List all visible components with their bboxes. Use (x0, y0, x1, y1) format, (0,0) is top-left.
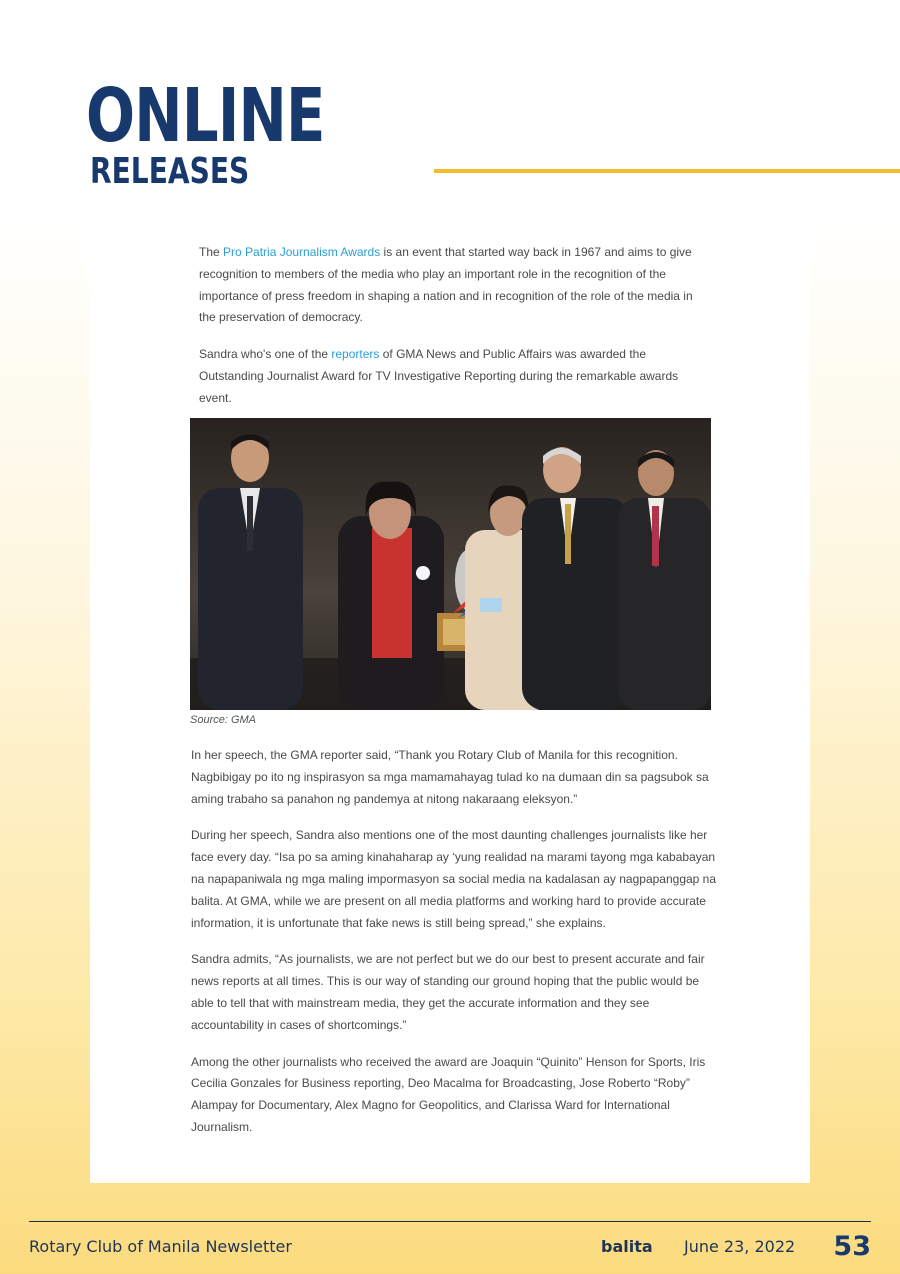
footer-organization: Rotary Club of Manila Newsletter (29, 1237, 292, 1256)
footer-divider (29, 1221, 871, 1222)
paragraph-other-awardees: Among the other journalists who received the award are Joaquin “Quinito” Henson for Sports, Iris Cecilia Gonzales for Business reporting, Deo Macalma for Broadcasting, Jose Roberto “Roby” Alampay for Documentary, Alex Magno for Geopolitics, and Clarissa Ward for International Journalism. (191, 1054, 706, 1134)
footer-date: June 23, 2022 (684, 1237, 796, 1256)
header-accent-rule (434, 169, 900, 173)
award-ceremony-photo (190, 418, 711, 710)
photo-caption: Source: GMA (190, 714, 257, 726)
article-intro (199, 242, 709, 425)
pro-patria-link[interactable]: Pro Patria Journalism Awards (223, 245, 381, 259)
paragraph-journalists-admit: Sandra admits, “As journalists, we are not perfect but we do our best to present accurate and fair news reports at all times. This is our way of standing our ground hoping that the public would be able to tell that with mainstream media, they get the accurate information and they see accountability in cases of shortcomings.” (191, 952, 705, 1032)
reporters-link[interactable]: reporters (331, 347, 380, 362)
page-number: 53 (833, 1231, 871, 1262)
section-subtitle: RELEASES (90, 151, 250, 192)
photo-illustration (190, 418, 711, 710)
paragraph-challenges: During her speech, Sandra also mentions one of the most daunting challenges journalists like her face every day. “Isa po sa aming kinahaharap ay ‘yung realidad na marami tayong mga kababayan na napapaniwala ng mga maling impormasyon sa social media na kadalasan ay nagpapanggap na balita. At GMA, while we are present on all media platforms and working hard to provide accurate information, it is unfortunate that fake news is still being spread,” she explains. (191, 828, 717, 930)
paragraph-sandra-award: Sandra who's one of the reporters of GMA News and Public Affairs was awarded the Outstanding Journalist Award for TV Investigative Reporting during the remarkable awards event. (199, 347, 679, 405)
paragraph-speech-thanks: In her speech, the GMA reporter said, “Thank you Rotary Club of Manila for this recognition. Nagbibigay po ito ng inspirasyon sa mga mamamahayag tulad ko na dumaan din sa pagsubok sa aming trabaho sa panahon ng pandemya at nitong nakaraang eleksyon.” (191, 748, 709, 806)
footer-publication: balita (601, 1237, 653, 1256)
article-body (191, 745, 721, 1154)
paragraph-awards-intro: The Pro Patria Journalism Awards is an event that started way back in 1967 and aims to give recognition to members of the media who play an important role in the recognition of the importance of press freedom in shaping a nation and in recognition of the role of the media in the preservation of democracy. (199, 245, 693, 325)
section-title: ONLINE (86, 73, 325, 159)
